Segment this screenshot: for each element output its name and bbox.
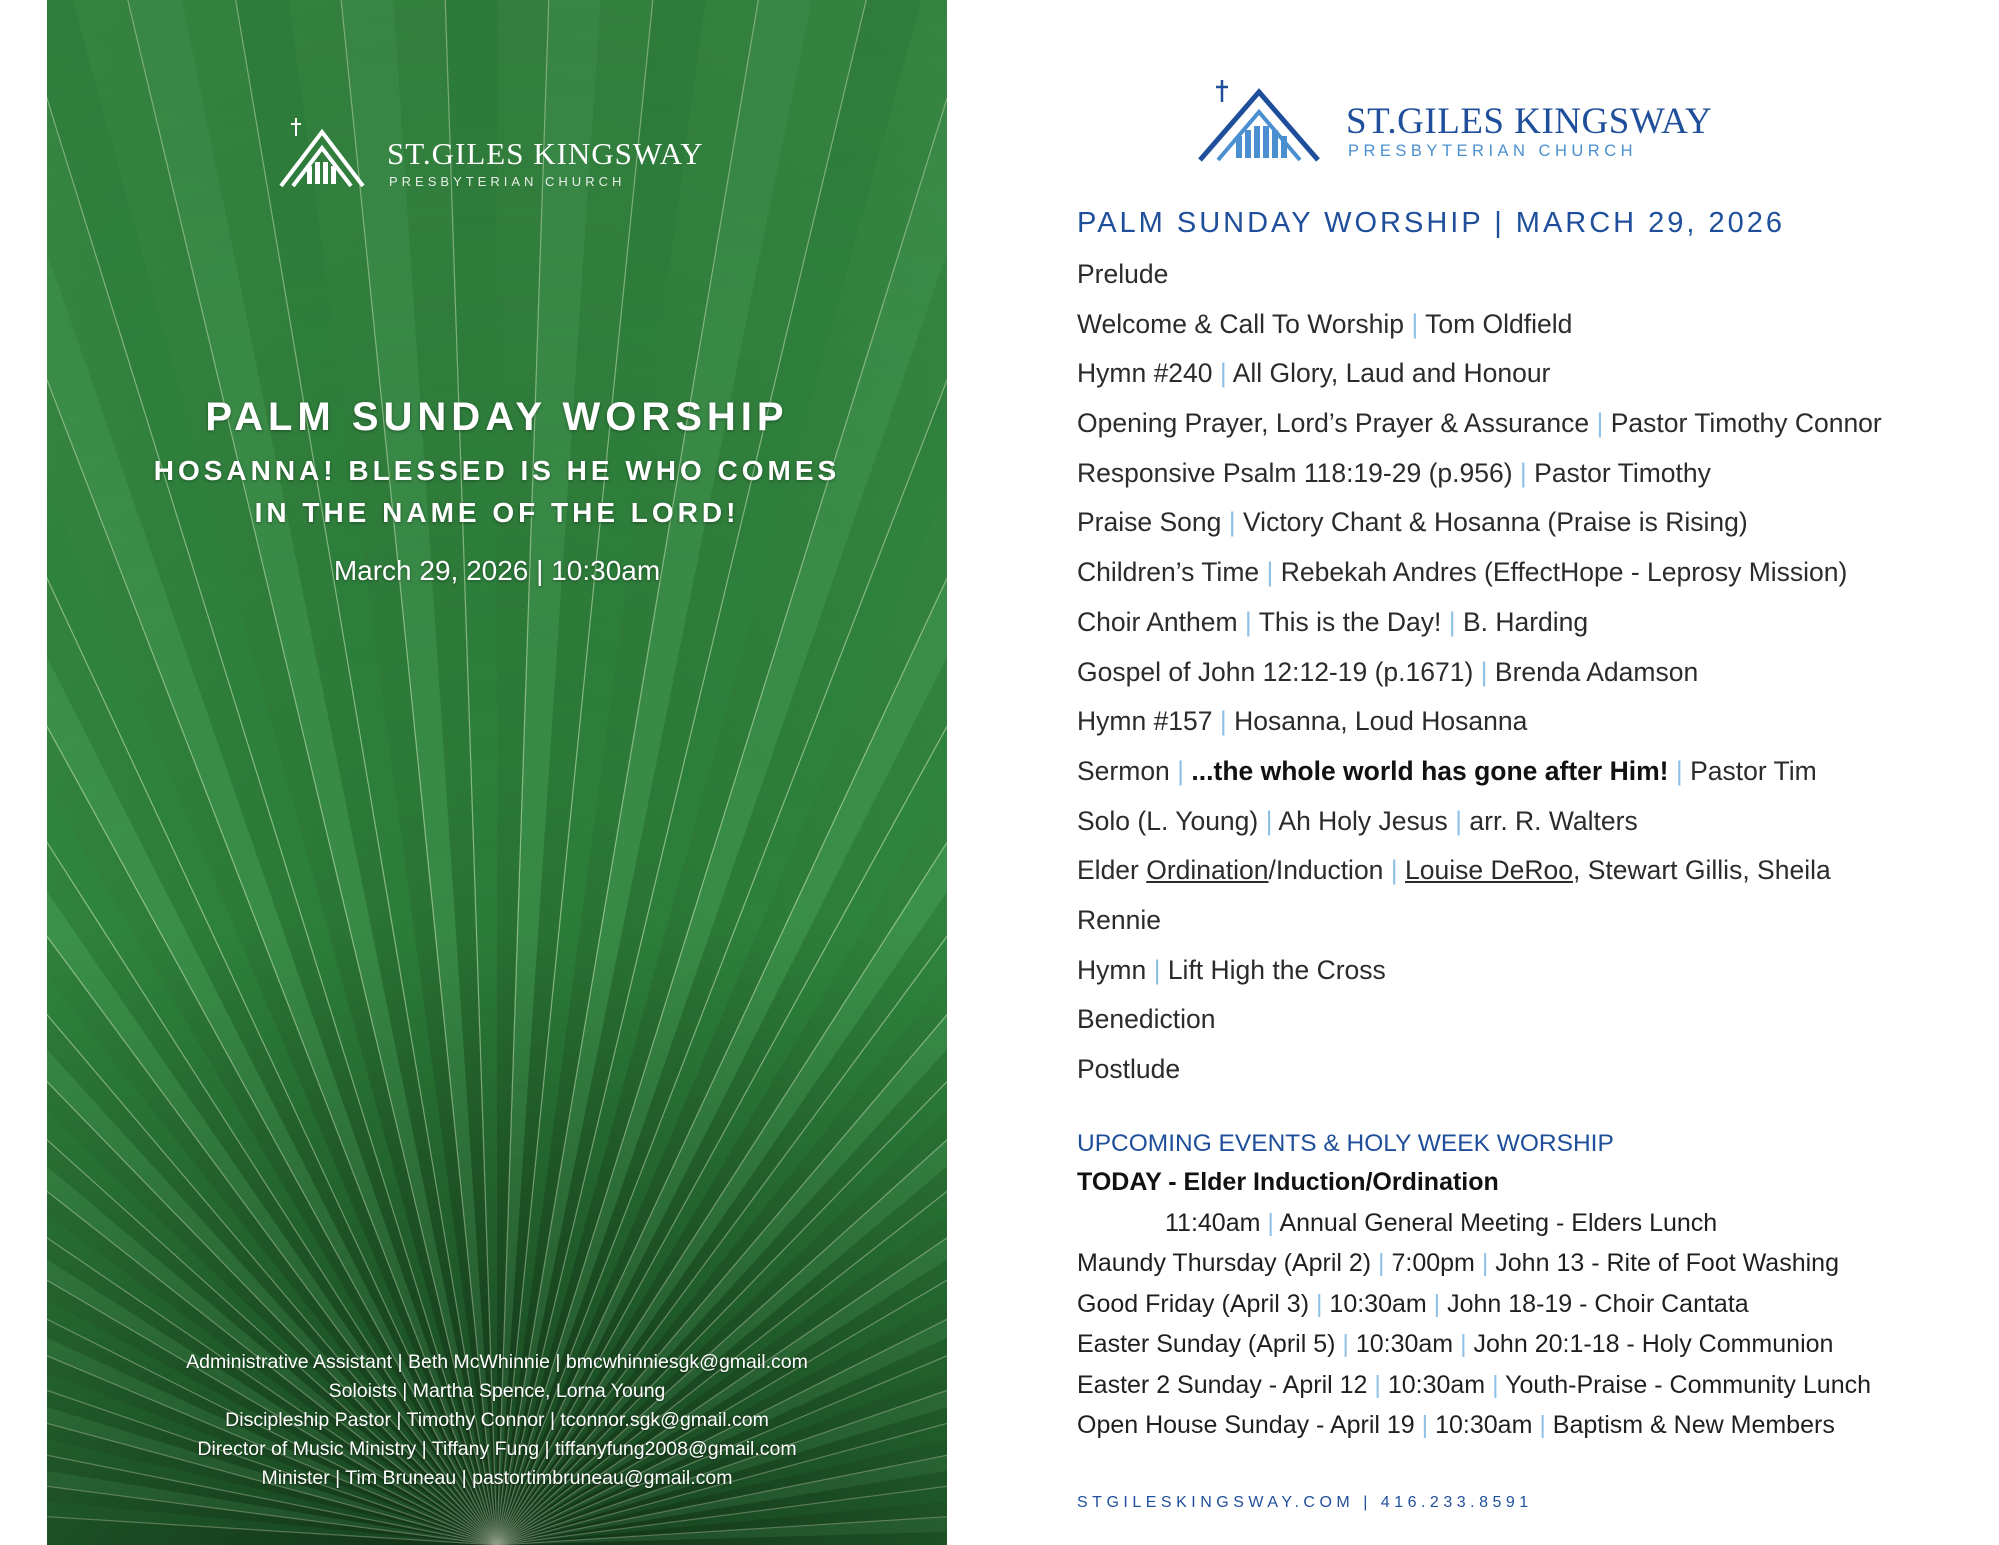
separator: | (1589, 408, 1611, 439)
cover-logo-name: ST.GILES KINGSWAY (387, 136, 704, 171)
cover-date-time: March 29, 2026 | 10:30am (333, 555, 661, 586)
church-logo-icon (277, 118, 377, 193)
service-item (1077, 255, 1882, 305)
event-item-text: 7:00pm (1391, 1249, 1475, 1277)
service-item (1077, 653, 1882, 703)
service-item-text: Tom Oldfield (1425, 308, 1573, 339)
service-item-text: Responsive Psalm 118:19-29 (p.956) (1077, 457, 1513, 488)
service-item-text: This is the Day! (1258, 606, 1442, 637)
event-item-text: Maundy Thursday (April 2) (1077, 1249, 1372, 1277)
service-item-text: Victory Chant & Hosanna (Praise is Rising) (1242, 507, 1748, 538)
separator: | (1237, 606, 1259, 637)
event-item-text: 11:40am (1165, 1208, 1261, 1237)
service-item-text: Pastor Tim (1690, 755, 1817, 786)
service-item-text: Lift High the Cross (1167, 954, 1386, 985)
bulletin-logo-subtitle: PRESBYTERIAN CHURCH (1348, 142, 1638, 160)
event-item (1077, 1245, 1871, 1286)
service-item-text: Prelude (1077, 259, 1169, 289)
event-item-text: Open House Sunday - April 19 (1077, 1411, 1415, 1439)
event-item (1077, 1367, 1871, 1408)
separator: | (1403, 308, 1426, 339)
separator: | (1474, 1249, 1496, 1277)
separator: | (1169, 755, 1192, 786)
separator: | (1532, 1411, 1553, 1439)
service-item-text: Solo (L. Young) (1077, 805, 1259, 836)
event-item-text: Youth-Praise - Community Lunch (1505, 1370, 1871, 1399)
service-item (1077, 951, 1882, 1001)
event-item-text: TODAY - Elder Induction/Ordination (1077, 1168, 1499, 1196)
service-item-text: Brenda Adamson (1494, 656, 1699, 687)
cover-title: PALM SUNDAY WORSHIP (205, 395, 789, 439)
cover-panel (47, 0, 947, 1545)
service-item (1077, 802, 1882, 852)
events-list (1077, 1164, 1871, 1448)
separator: | (1259, 557, 1281, 588)
cover-subtitle-line2: IN THE NAME OF THE LORD! (254, 497, 740, 528)
service-item-text: Praise Song (1077, 507, 1222, 538)
event-item-text: 10:30am (1387, 1370, 1486, 1399)
service-item-text: Gospel of John 12:12-19 (p.1671) (1077, 656, 1474, 687)
service-item-text: , Stewart Gillis, Sheila (1572, 855, 1831, 886)
service-item-text: Children’s Time (1077, 557, 1260, 588)
separator: | (1367, 1370, 1388, 1399)
service-item-text: Welcome & Call To Worship (1077, 308, 1404, 339)
bulletin-logo-name: ST.GILES KINGSWAY (1346, 101, 1713, 142)
event-item-text: Easter Sunday (April 5) (1077, 1330, 1336, 1358)
separator: | (1473, 656, 1495, 687)
service-item (1077, 503, 1882, 553)
footer-contact: STGILESKINGSWAY.COM | 416.233.8591 (1077, 1494, 1533, 1511)
event-item-text: Easter 2 Sunday - April 12 (1077, 1370, 1368, 1399)
service-item (1077, 901, 1882, 951)
event-item-text: 10:30am (1355, 1330, 1454, 1358)
separator: | (1485, 1370, 1506, 1399)
service-item-text: Rennie (1077, 904, 1161, 935)
event-item (1077, 1164, 1871, 1205)
separator: | (1219, 358, 1233, 389)
staff-list (47, 1348, 947, 1493)
service-item-text: Hymn #240 (1077, 358, 1220, 389)
event-item-text: Good Friday (April 3) (1077, 1289, 1310, 1318)
separator: | (1309, 1289, 1330, 1318)
separator: | (1453, 1330, 1474, 1358)
service-item-text: Louise DeRoo (1405, 855, 1573, 886)
service-item-text: Postlude (1077, 1054, 1181, 1084)
service-item-text: Hosanna, Loud Hosanna (1234, 706, 1528, 737)
event-item (1077, 1407, 1871, 1448)
separator: | (1258, 805, 1279, 836)
separator: | (1426, 1289, 1448, 1318)
service-item (1077, 305, 1882, 355)
church-logo-icon (1196, 80, 1331, 170)
separator: | (1441, 606, 1463, 637)
separator: | (1447, 805, 1470, 836)
service-item-text: Elder (1077, 855, 1147, 886)
event-item-text: Annual General Meeting - Elders Lunch (1279, 1208, 1718, 1237)
service-item-text: Ordination (1146, 855, 1269, 886)
service-item (1077, 752, 1882, 802)
service-item (1077, 354, 1882, 404)
service-item (1077, 553, 1882, 603)
separator: | (1146, 954, 1168, 985)
event-item-text: Baptism & New Members (1552, 1411, 1835, 1439)
service-item (1077, 603, 1882, 653)
service-item (1077, 1000, 1882, 1050)
service-item-text: Rebekah Andres (EffectHope - Leprosy Mission) (1280, 557, 1848, 588)
service-item-text: Benediction (1077, 1004, 1216, 1035)
event-item-text: 10:30am (1329, 1289, 1427, 1318)
service-item-text: /Induction (1268, 855, 1384, 886)
event-item-text: John 20:1-18 - Holy Communion (1473, 1330, 1834, 1358)
event-item (1077, 1205, 1871, 1246)
cover-logo (277, 118, 777, 198)
order-of-service (1077, 255, 1882, 1100)
separator: | (1335, 1330, 1356, 1358)
cover-logo-subtitle: PRESBYTERIAN CHURCH (389, 174, 626, 189)
staff-line: Discipleship Pastor | Timothy Connor | tconnor.sgk@gmail.com (225, 1409, 769, 1431)
service-item-text: Ah Holy Jesus (1278, 805, 1448, 836)
service-item-text: Pastor Timothy Connor (1610, 408, 1882, 439)
events-heading: UPCOMING EVENTS & HOLY WEEK WORSHIP (1077, 1130, 1614, 1157)
service-item-text: All Glory, Laud and Honour (1232, 358, 1551, 389)
service-item-text: Hymn (1077, 954, 1147, 985)
staff-line: Soloists | Martha Spence, Lorna Young (328, 1380, 666, 1402)
service-item (1077, 851, 1882, 901)
palm-leaf-image (47, 0, 947, 1545)
bulletin-heading: PALM SUNDAY WORSHIP | MARCH 29, 2026 (1077, 207, 1786, 239)
separator: | (1371, 1249, 1392, 1277)
service-item-text: Hymn #157 (1077, 706, 1213, 737)
event-item-text: John 18-19 - Choir Cantata (1447, 1289, 1749, 1318)
cover-subtitle-line1: HOSANNA! BLESSED IS HE WHO COMES (153, 455, 841, 486)
bulletin-logo (1196, 80, 1756, 170)
separator: | (1512, 457, 1535, 488)
event-item (1077, 1326, 1871, 1367)
event-item-text: John 13 - Rite of Foot Washing (1495, 1249, 1839, 1277)
service-item-text: Choir Anthem (1077, 606, 1238, 637)
separator: | (1668, 755, 1691, 786)
service-item (1077, 404, 1882, 454)
service-item-text: Opening Prayer, Lord’s Prayer & Assurance (1077, 408, 1590, 439)
separator: | (1212, 706, 1235, 737)
service-item-text: B. Harding (1462, 606, 1589, 637)
service-item (1077, 454, 1882, 504)
separator: | (1260, 1208, 1280, 1237)
service-item (1077, 1050, 1882, 1100)
service-item (1077, 702, 1882, 752)
service-item-text: ...the whole world has gone after Him! (1191, 755, 1669, 786)
event-item-text: 10:30am (1435, 1411, 1533, 1439)
service-item-text: Sermon (1077, 755, 1170, 786)
service-item-text: arr. R. Walters (1469, 805, 1638, 836)
separator: | (1221, 507, 1243, 538)
staff-line: Administrative Assistant | Beth McWhinnie | bmcwhinniesgk@gmail.com (186, 1351, 808, 1373)
event-item (1077, 1286, 1871, 1327)
separator: | (1414, 1411, 1436, 1439)
separator: | (1383, 855, 1406, 886)
staff-line: Director of Music Ministry | Tiffany Fung | tiffanyfung2008@gmail.com (197, 1438, 797, 1460)
service-item-text: Pastor Timothy (1534, 457, 1711, 488)
staff-line: Minister | Tim Bruneau | pastortimbruneau@gmail.com (261, 1467, 733, 1489)
